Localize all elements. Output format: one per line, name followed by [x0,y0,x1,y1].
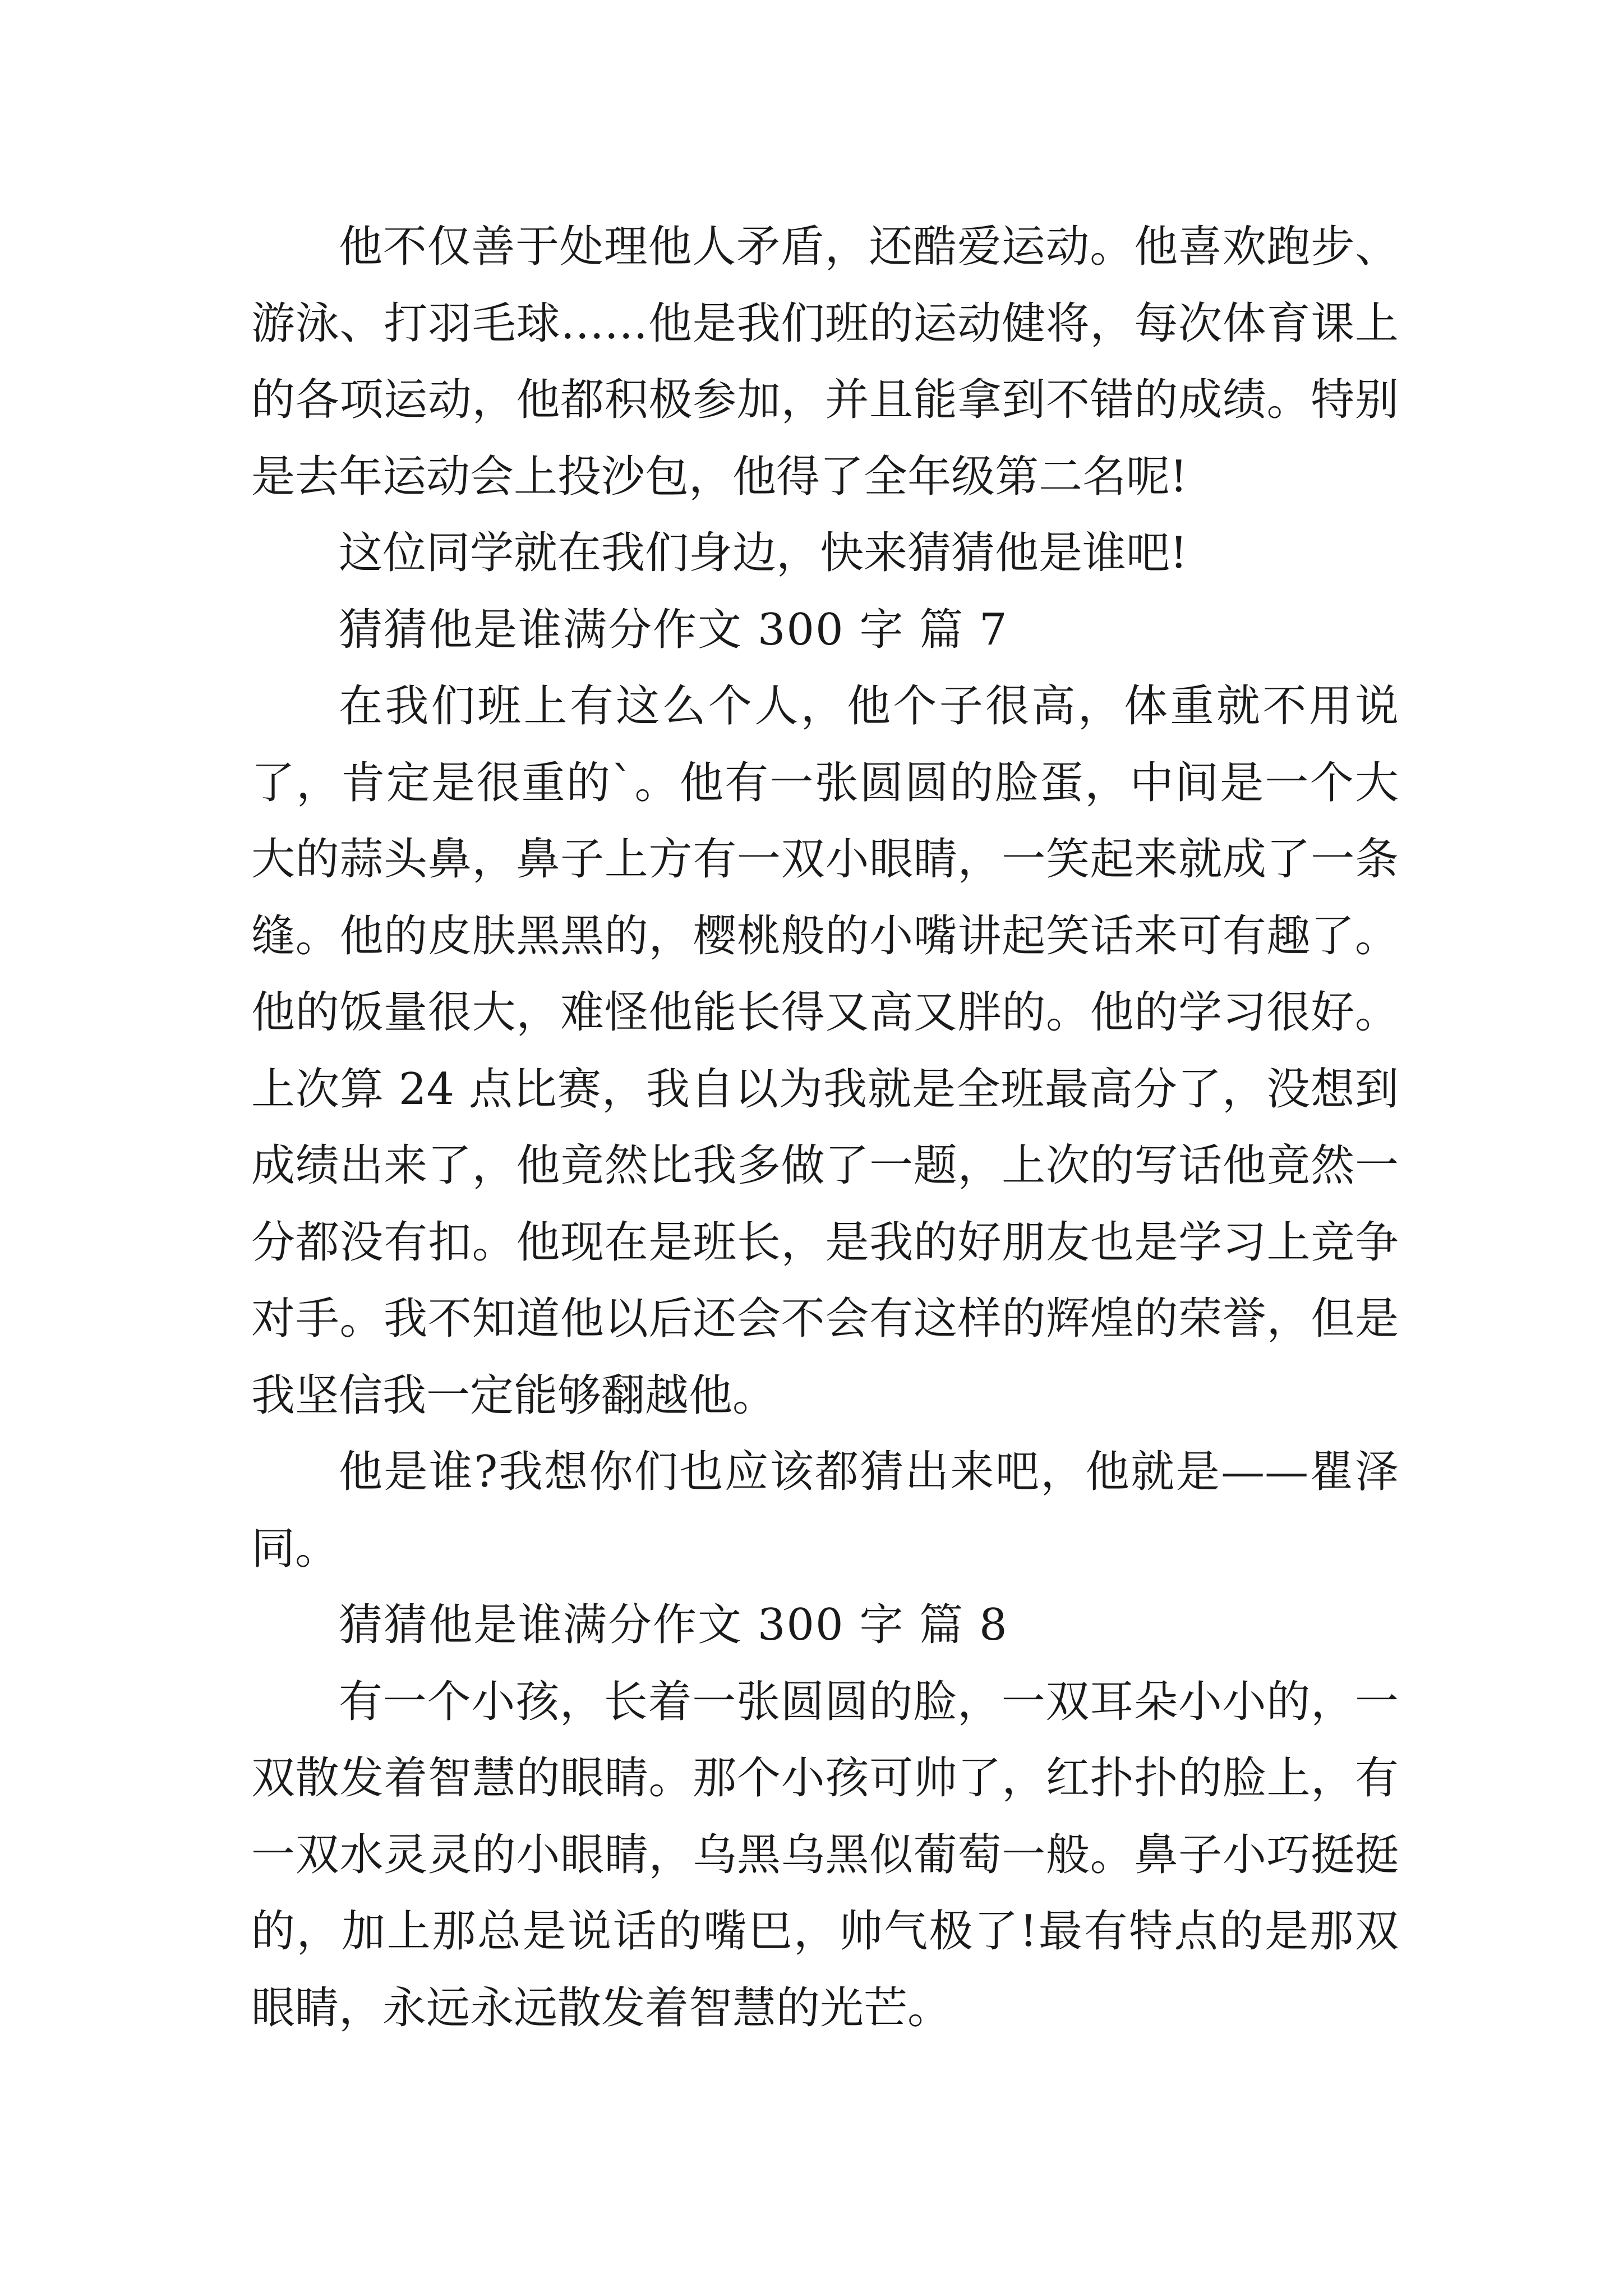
paragraph-classmate-description: 在我们班上有这么个人，他个子很高，体重就不用说了，肯定是很重的`。他有一张圆圆的脸蛋，中间是一个大大的蒜头鼻，鼻子上方有一双小眼睛，一笑起来就成了一条缝。他的皮肤黑黑的，樱桃般的小嘴讲起笑话来可有趣了。他的饭量很大，难怪他能长得又高又胖的。他的学习很好。上次算 24 点比赛，我自以为我就是全班最高分了，没想到成绩出来了，他竟然比我多做了一题，上次的写话他竟然一分都没有扣。他现在是班长，是我的好朋友也是学习上竞争对手。我不知道他以后还会不会有这样的辉煌的荣誉，但是我坚信我一定能够翻越他。 [251,681,1399,1421]
document-body [251,209,1399,2046]
section-heading-8: 猜猜他是谁满分作文 300 字 篇 8 [339,1600,1008,1650]
paragraph-guess-prompt: 这位同学就在我们身边，快来猜猜他是谁吧! [339,528,1188,578]
paragraph-sports: 他不仅善于处理他人矛盾，还酷爱运动。他喜欢跑步、游泳、打羽毛球……他是我们班的运动健将，每次体育课上的各项运动，他都积极参加，并且能拿到不错的成绩。特别是去年运动会上投沙包，他得了全年级第二名呢! [251,222,1399,502]
section-heading-7: 猜猜他是谁满分作文 300 字 篇 7 [339,604,1008,655]
paragraph-little-kid: 有一个小孩，长着一张圆圆的脸，一双耳朵小小的，一双散发着智慧的眼睛。那个小孩可帅了，红扑扑的脸上，有一双水灵灵的小眼睛，乌黑乌黑似葡萄一般。鼻子小巧挺挺的，加上那总是说话的嘴巴，帅气极了!最有特点的是那双眼睛，永远永远散发着智慧的光芒。 [251,1676,1399,2033]
paragraph-reveal: 他是谁?我想你们也应该都猜出来吧，他就是——瞿泽同。 [251,1447,1399,1574]
